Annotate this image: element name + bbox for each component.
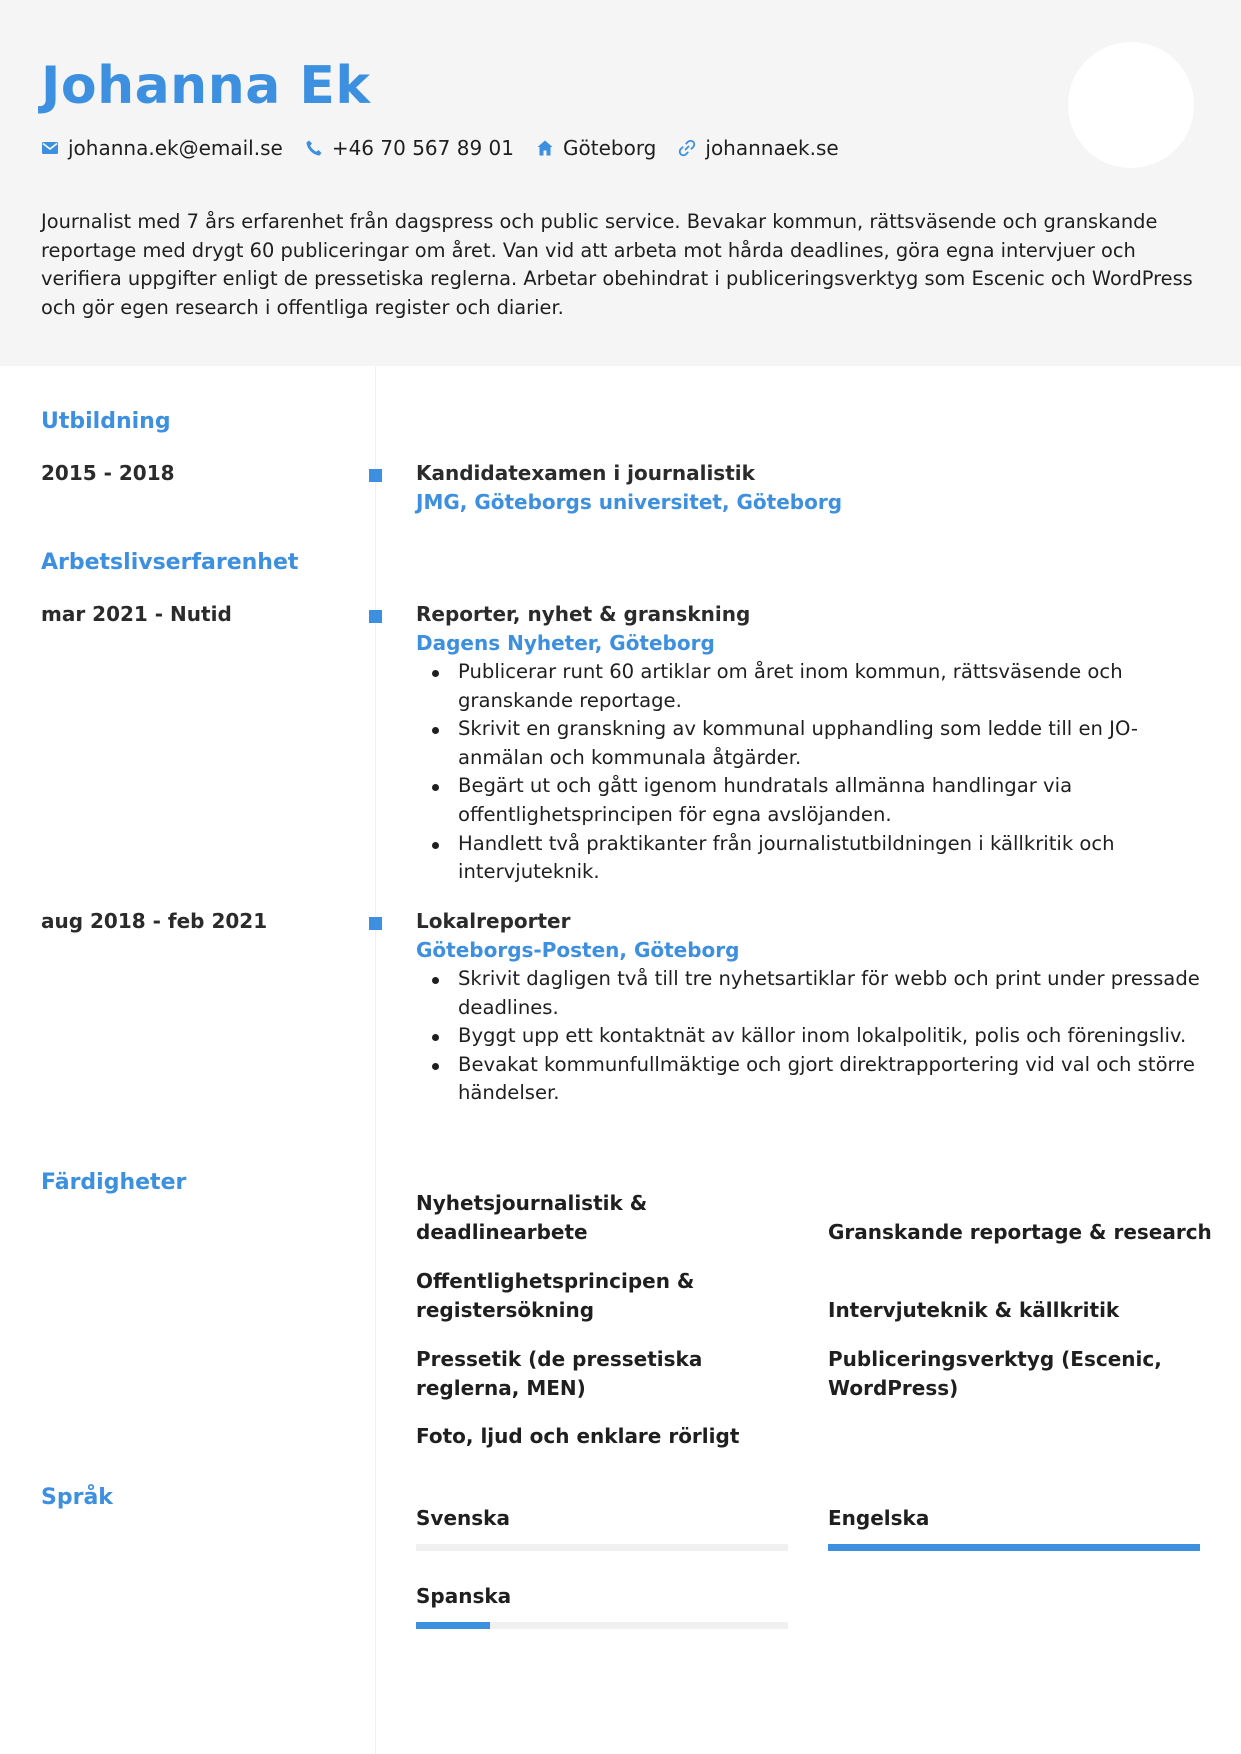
resume-header xyxy=(0,0,1241,366)
location-text: Göteborg xyxy=(563,136,657,160)
list-item: Skrivit dagligen två till tre nyhetsartiklar för webb och print under pressade deadlines. xyxy=(416,965,1206,1022)
experience-bullets xyxy=(416,658,1206,887)
language-level-fill xyxy=(416,1622,490,1629)
education-date: 2015 - 2018 xyxy=(41,461,175,485)
language-level-bar xyxy=(828,1544,1200,1551)
list-item: Publicerar runt 60 artiklar om året inom kommun, rättsväsende och granskande reportage. xyxy=(416,658,1206,715)
timeline-divider xyxy=(375,366,376,1754)
experience-role: Lokalreporter xyxy=(416,909,571,933)
email-text: johanna.ek@email.se xyxy=(68,136,283,160)
language-name: Engelska xyxy=(828,1506,930,1530)
experience-date: mar 2021 - Nutid xyxy=(41,602,232,626)
skill-item: Offentlighetsprincipen & registersökning xyxy=(416,1269,695,1322)
website-text: johannaek.se xyxy=(705,136,839,160)
contact-website[interactable] xyxy=(678,136,838,160)
section-title-education: Utbildning xyxy=(41,409,171,434)
experience-date: aug 2018 - feb 2021 xyxy=(41,909,268,933)
experience-employer: Dagens Nyheter, Göteborg xyxy=(416,631,715,655)
language-level-bar xyxy=(416,1544,788,1551)
skill-item: Granskande reportage & research xyxy=(828,1220,1212,1244)
skill-item: Foto, ljud och enklare rörligt xyxy=(416,1424,740,1448)
list-item: Skrivit en granskning av kommunal upphandling som ledde till en JO-anmälan och kommunala åtgärder. xyxy=(416,715,1206,772)
candidate-name: Johanna Ek xyxy=(41,56,371,116)
education-degree: Kandidatexamen i journalistik xyxy=(416,461,755,485)
home-icon xyxy=(536,139,554,157)
skill-item: Intervjuteknik & källkritik xyxy=(828,1298,1120,1322)
envelope-icon xyxy=(41,139,59,157)
section-title-experience: Arbetslivserfarenhet xyxy=(41,550,299,575)
skill-item: Nyhetsjournalistik & deadlinearbete xyxy=(416,1191,648,1244)
contact-phone[interactable] xyxy=(305,136,514,160)
list-item: Begärt ut och gått igenom hundratals allmänna handlingar via offentlighetsprincipen för egna avslöjanden. xyxy=(416,772,1206,829)
contact-email[interactable] xyxy=(41,136,283,160)
profile-photo-placeholder xyxy=(1068,42,1194,168)
phone-text: +46 70 567 89 01 xyxy=(331,136,514,160)
experience-bullets xyxy=(416,965,1206,1108)
list-item: Bevakat kommunfullmäktige och gjort direktrapportering vid val och större händelser. xyxy=(416,1051,1206,1108)
experience-employer: Göteborgs-Posten, Göteborg xyxy=(416,938,740,962)
section-title-skills: Färdigheter xyxy=(41,1170,187,1195)
phone-icon xyxy=(305,139,323,157)
education-school: JMG, Göteborgs universitet, Göteborg xyxy=(416,490,843,514)
language-level-bar xyxy=(416,1622,788,1629)
section-title-languages: Språk xyxy=(41,1485,113,1510)
list-item: Handlett två praktikanter från journalistutbildningen i källkritik och intervjuteknik. xyxy=(416,830,1206,887)
experience-role: Reporter, nyhet & granskning xyxy=(416,602,751,626)
contact-row xyxy=(41,136,861,160)
skill-item: Publiceringsverktyg (Escenic, WordPress) xyxy=(828,1347,1162,1400)
link-icon xyxy=(678,139,696,157)
contact-location xyxy=(536,136,656,160)
language-name: Spanska xyxy=(416,1584,512,1608)
timeline-marker xyxy=(369,917,382,930)
profile-summary: Journalist med 7 års erfarenhet från dagspress och public service. Bevakar kommun, rättsväsende och granskande reportage med drygt 60 publiceringar om året. Van vid att arbeta mot hårda deadlines, göra egna intervjuer och verifiera uppgifter enligt de pressetiska reglerna. Arbetar obehindrat i publiceringsverktyg som Escenic och WordPress och gör egen research i offentliga register och diarier. xyxy=(41,210,1193,319)
skill-item: Pressetik (de pressetiska reglerna, MEN) xyxy=(416,1347,703,1400)
language-level-fill xyxy=(828,1544,1200,1551)
timeline-marker xyxy=(369,610,382,623)
timeline-marker xyxy=(369,469,382,482)
language-name: Svenska xyxy=(416,1506,510,1530)
list-item: Byggt upp ett kontaktnät av källor inom lokalpolitik, polis och föreningsliv. xyxy=(416,1022,1206,1051)
